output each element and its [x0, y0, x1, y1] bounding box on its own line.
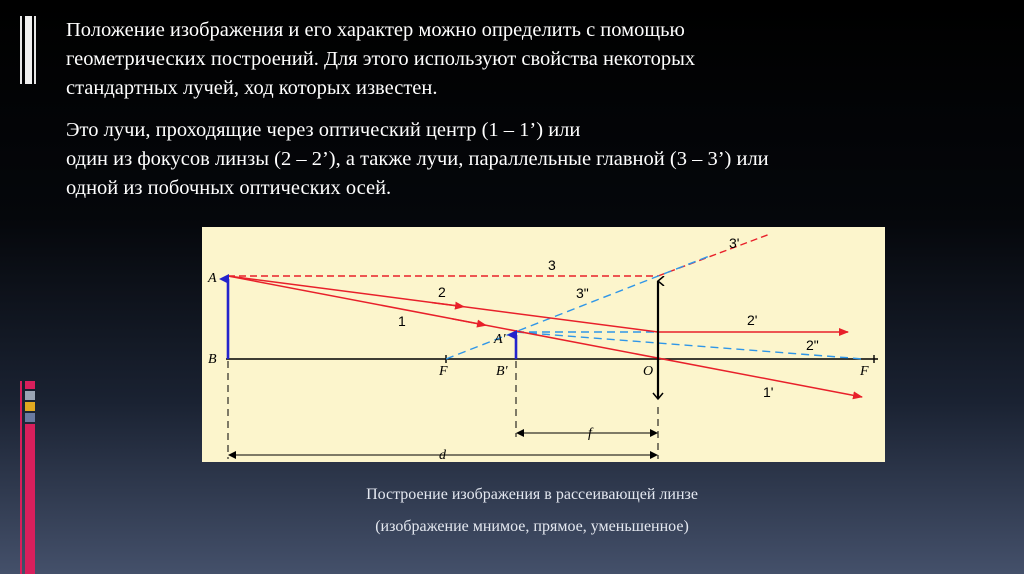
deco-bar-white-1	[20, 16, 22, 84]
label-ray-3p: 3'	[729, 235, 740, 251]
label-ray-2pp: 2"	[806, 337, 819, 353]
deco-bar-blue	[25, 413, 35, 422]
lens-diagram	[202, 227, 885, 462]
rays-paragraph	[66, 116, 986, 203]
intro-line-3: стандартных лучей, ход которых известен.	[66, 77, 438, 99]
label-a1: A'	[494, 332, 506, 347]
label-a: A	[208, 271, 217, 286]
intro-line-2: геометрических построений. Для этого используют свойства некоторых	[66, 48, 696, 70]
label-ray-3pp: 3"	[576, 285, 589, 301]
label-ray-1: 1	[398, 313, 406, 329]
deco-bar-gray	[25, 391, 35, 400]
lens-diagram-svg	[202, 227, 885, 462]
label-f-left: F	[439, 364, 448, 379]
ray-3p	[658, 234, 770, 276]
label-ray-2p: 2'	[747, 312, 758, 328]
intro-line-1: Положение изображения и его характер можно определить с помощью	[66, 19, 685, 41]
label-ray-1p: 1'	[763, 384, 774, 400]
label-b1: B'	[496, 364, 508, 379]
label-d-dimension: d	[439, 448, 446, 462]
deco-bar-white-3	[34, 16, 36, 84]
label-o: O	[643, 364, 654, 379]
label-ray-2: 2	[438, 284, 446, 300]
ray-1-direction-arrow	[452, 319, 486, 326]
rays-line-2: один из фокусов линзы (2 – 2’), а также лучи, параллельные главной (3 – 3’) или	[66, 148, 769, 170]
deco-bar-gold	[25, 402, 35, 411]
figure-caption-subtitle: (изображение мнимое, прямое, уменьшенное)	[375, 518, 689, 535]
label-b: B	[208, 352, 217, 367]
intro-paragraph	[66, 16, 966, 103]
ray-2-direction-arrow	[432, 303, 464, 307]
ray-1	[228, 276, 862, 397]
label-f-dimension: f	[588, 426, 592, 441]
deco-line-left	[20, 381, 22, 574]
label-f-right: F	[860, 364, 869, 379]
deco-bar-red	[25, 381, 35, 389]
rays-line-3: одной из побочных оптических осей.	[66, 177, 392, 199]
deco-bar-white-2	[25, 16, 32, 84]
label-ray-3: 3	[548, 257, 556, 273]
figure-caption-title: Построение изображения в рассеивающей линзе	[366, 486, 698, 503]
rays-line-1: Это лучи, проходящие через оптический центр (1 – 1’) или	[66, 119, 581, 141]
